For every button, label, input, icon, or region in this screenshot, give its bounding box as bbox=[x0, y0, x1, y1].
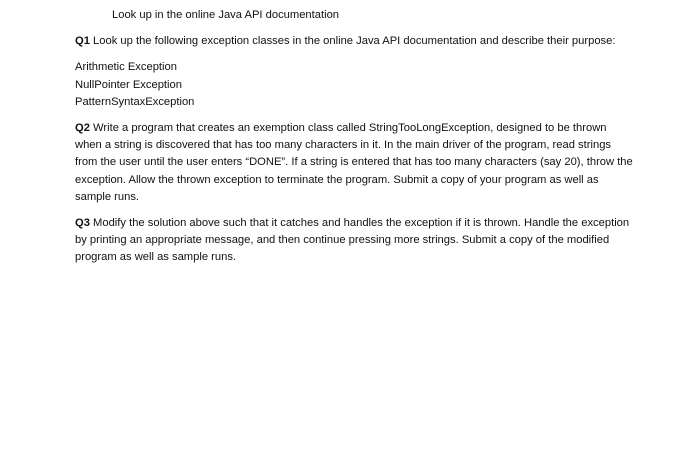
question-2 bbox=[75, 120, 635, 206]
question-3-number: Q3 bbox=[75, 217, 90, 230]
document-body bbox=[75, 7, 635, 276]
list-item: NullPointer Exception bbox=[75, 78, 182, 91]
question-1-text: Look up the following exception classes in the online Java API documentation and describe their purpose: bbox=[93, 35, 616, 48]
question-1-number: Q1 bbox=[75, 35, 90, 48]
question-2-number: Q2 bbox=[75, 122, 90, 135]
intro-line: Look up in the online Java API documentation bbox=[112, 9, 340, 21]
question-2-text: Write a program that creates an exemption class called StringTooLongException, designed to be thrown when a string is discovered that has too many characters in it. In the main driver of the program, read strings from the user until the user enters “DONE”. If a string is entered that has too many characters (say 20), throw the exception. Allow the thrown exception to terminate the program. Submit a copy of your program as well as sample runs. bbox=[75, 122, 633, 203]
list-item: PatternSyntaxException bbox=[75, 95, 195, 108]
question-3 bbox=[75, 215, 635, 267]
question-1 bbox=[75, 33, 635, 50]
list-item: Arithmetic Exception bbox=[75, 61, 177, 74]
exception-list bbox=[75, 59, 635, 111]
question-3-text: Modify the solution above such that it catches and handles the exception if it is thrown. Handle the exception by printing an appropriate message, and then continue pressing more strings. Submit a copy of the modified program as well as sample runs. bbox=[75, 217, 630, 264]
